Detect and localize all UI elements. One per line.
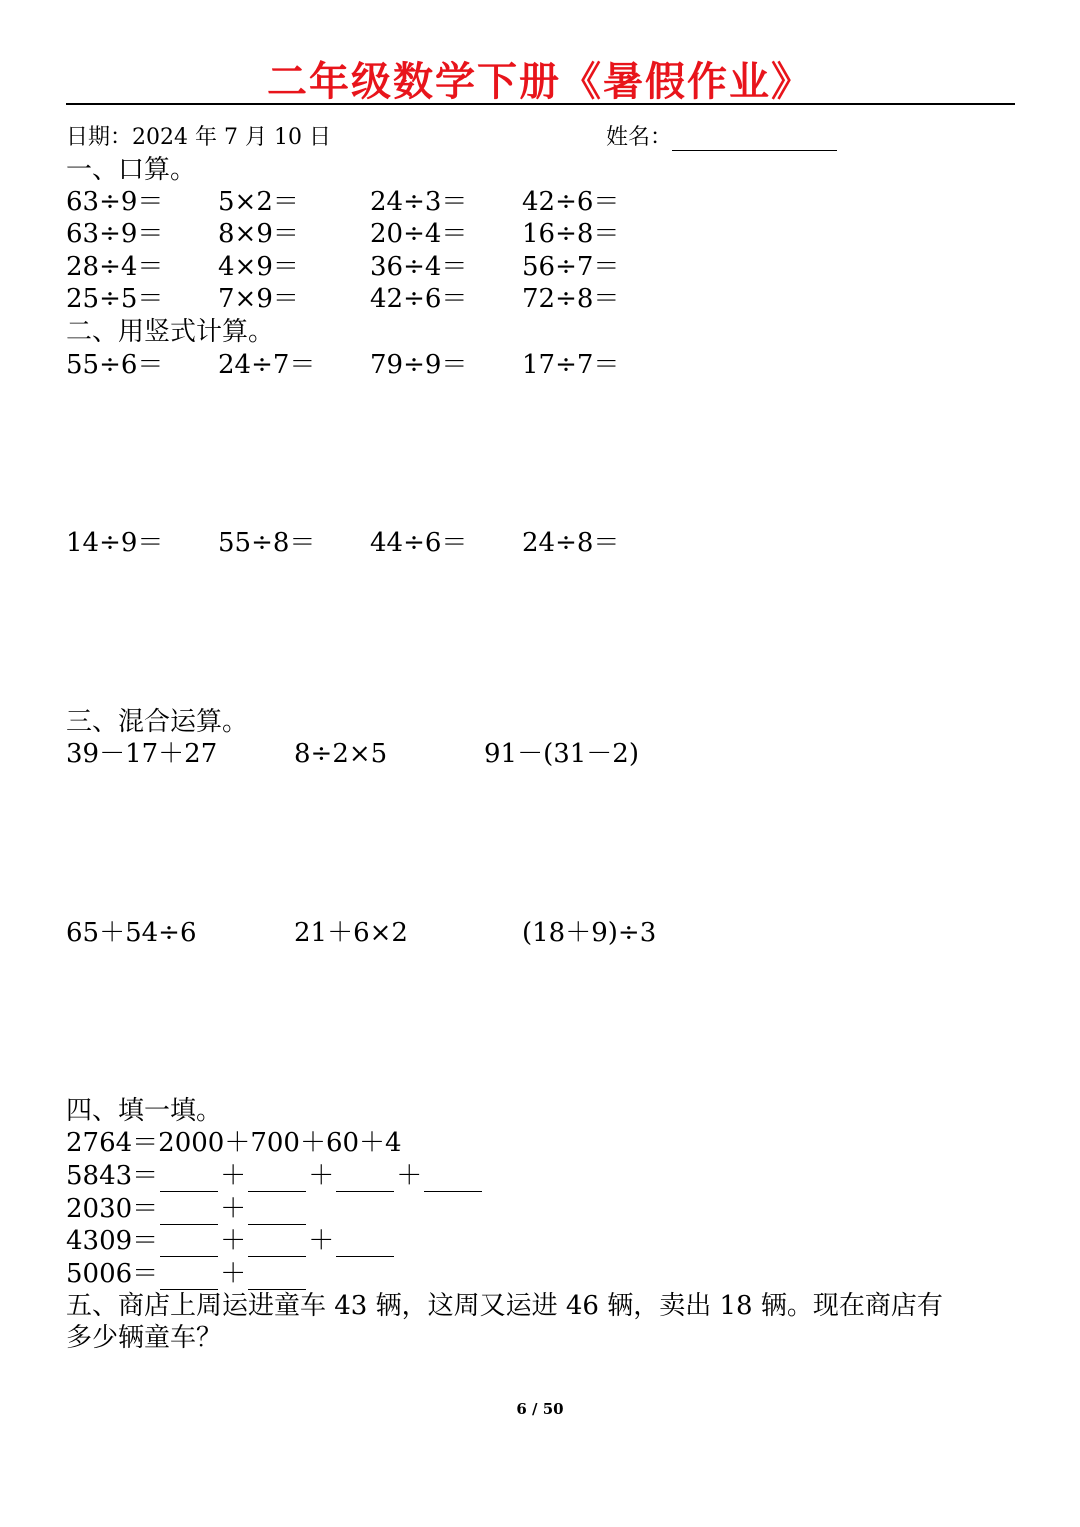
fill-item-number: 5006＝ [66, 1259, 159, 1289]
s1-problem: 42÷6＝ [370, 284, 468, 314]
s1-problem: 4×9＝ [218, 252, 299, 282]
s2-problem: 24÷7＝ [218, 350, 316, 380]
s1-problem: 63÷9＝ [66, 187, 164, 217]
answer-blank[interactable] [160, 1230, 218, 1257]
answer-blank[interactable] [160, 1263, 218, 1290]
s1-problem: 56÷7＝ [522, 252, 620, 282]
plus-sign: ＋ [220, 1161, 247, 1191]
fill-item [66, 1193, 308, 1225]
answer-blank[interactable] [248, 1165, 306, 1192]
name-field [606, 120, 837, 151]
s3-problem: (18＋9)÷3 [522, 918, 657, 948]
s1-problem: 63÷9＝ [66, 219, 164, 249]
fill-item-number: 4309＝ [66, 1226, 159, 1256]
answer-blank[interactable] [248, 1263, 306, 1290]
plus-sign: ＋ [220, 1259, 247, 1289]
s1-problem: 8×9＝ [218, 219, 299, 249]
fill-item-number: 5843＝ [66, 1161, 159, 1191]
plus-sign: ＋ [308, 1161, 335, 1191]
name-label: 姓名： [606, 125, 673, 150]
answer-blank[interactable] [424, 1165, 482, 1192]
s3-problem: 21＋6×2 [294, 918, 408, 948]
s1-problem: 25÷5＝ [66, 284, 164, 314]
answer-blank[interactable] [248, 1230, 306, 1257]
s2-problem: 24÷8＝ [522, 528, 620, 558]
section-1-heading: 一、口算。 [66, 155, 197, 185]
plus-sign: ＋ [220, 1194, 247, 1224]
section-4-example: 2764＝2000＋700＋60＋4 [66, 1128, 402, 1158]
section-5-line-2: 多少辆童车？ [66, 1323, 223, 1353]
plus-sign: ＋ [396, 1161, 423, 1191]
s1-problem: 7×9＝ [218, 284, 299, 314]
s1-problem: 24÷3＝ [370, 187, 468, 217]
answer-blank[interactable] [248, 1198, 306, 1225]
s1-problem: 36÷4＝ [370, 252, 468, 282]
answer-blank[interactable] [160, 1165, 218, 1192]
s1-problem: 72÷8＝ [522, 284, 620, 314]
s1-problem: 16÷8＝ [522, 219, 620, 249]
s2-problem: 79÷9＝ [370, 350, 468, 380]
plus-sign: ＋ [220, 1226, 247, 1256]
fill-item [66, 1160, 484, 1192]
answer-blank[interactable] [160, 1198, 218, 1225]
date-label: 日期：2024 年 7 月 10 日 [66, 125, 331, 150]
worksheet-title: 二年级数学下册《暑假作业》 [267, 59, 813, 105]
s2-problem: 44÷6＝ [370, 528, 468, 558]
section-4-heading: 四、填一填。 [66, 1096, 223, 1126]
answer-blank[interactable] [336, 1165, 394, 1192]
section-3-heading: 三、混合运算。 [66, 707, 249, 737]
fill-item [66, 1225, 396, 1257]
title-divider [66, 103, 1015, 105]
s2-problem: 17÷7＝ [522, 350, 620, 380]
s2-problem: 14÷9＝ [66, 528, 164, 558]
s1-problem: 28÷4＝ [66, 252, 164, 282]
s1-problem: 5×2＝ [218, 187, 299, 217]
s1-problem: 20÷4＝ [370, 219, 468, 249]
s2-problem: 55÷8＝ [218, 528, 316, 558]
fill-item [66, 1258, 308, 1290]
section-5-line-1: 五、商店上周运进童车 43 辆，这周又运进 46 辆，卖出 18 辆。现在商店有 [66, 1291, 943, 1321]
s1-problem: 42÷6＝ [522, 187, 620, 217]
s3-problem: 8÷2×5 [294, 739, 388, 769]
page-number: 6 / 50 [516, 1400, 564, 1418]
s3-problem: 39－17＋27 [66, 739, 218, 769]
s3-problem: 91－(31－2) [484, 739, 639, 769]
plus-sign: ＋ [308, 1226, 335, 1256]
answer-blank[interactable] [336, 1230, 394, 1257]
s2-problem: 55÷6＝ [66, 350, 164, 380]
s3-problem: 65＋54÷6 [66, 918, 197, 948]
section-2-heading: 二、用竖式计算。 [66, 317, 275, 347]
fill-item-number: 2030＝ [66, 1194, 159, 1224]
name-blank[interactable] [672, 130, 837, 151]
